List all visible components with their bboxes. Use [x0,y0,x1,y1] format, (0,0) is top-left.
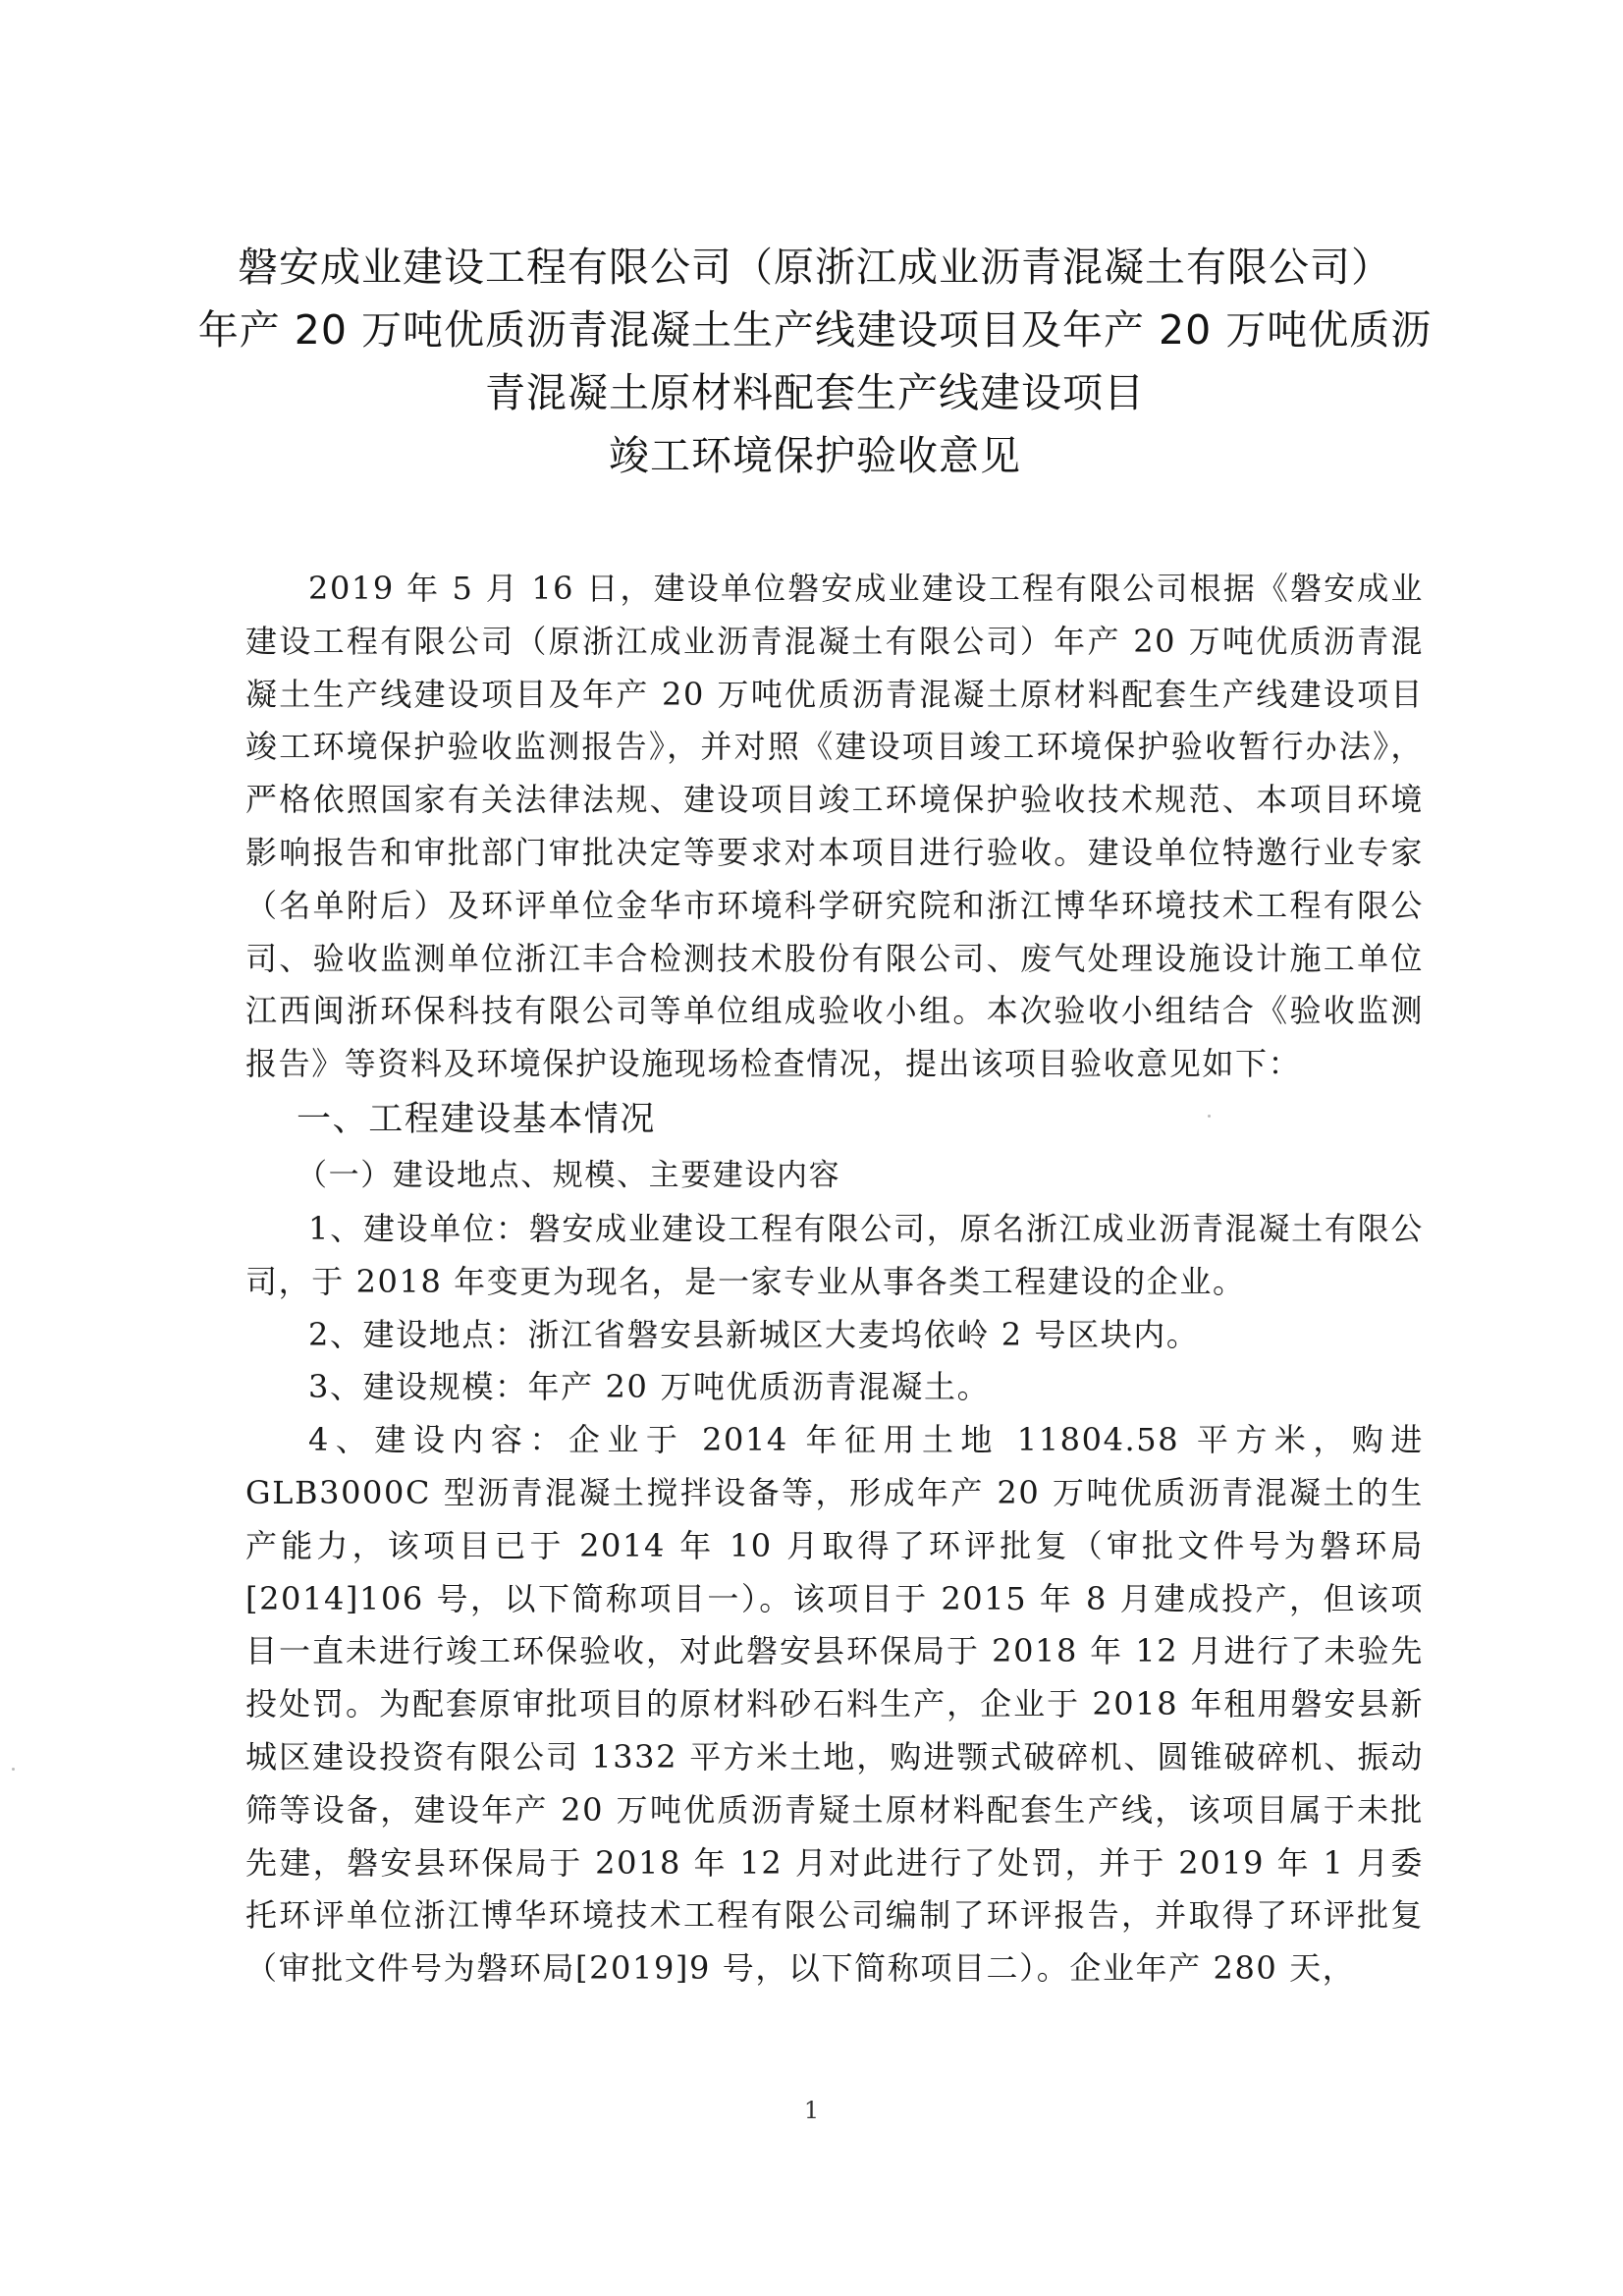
item-construction-site: 2、建设地点：浙江省磐安县新城区大麦坞依岭 2 号区块内。 [308,1315,1200,1353]
intro-paragraph: 2019 年 5 月 16 日，建设单位磐安成业建设工程有限公司根据《磐安成业建设工程有限公司（原浙江成业沥青混凝土有限公司）年产 20 万吨优质沥青混凝土生产线建设项目及年产 20 万吨优质沥青混凝土原材料配套生产线建设项目竣工环境保护验收监测报告》，并对照《建设项目竣工环境保护验收暂行办法》，严格依照国家有关法律法规、建设项目竣工环境保护验收技术规范、本项目环境影响报告和审批部门审批决定等要求对本项目进行验收。建设单位特邀行业专家（名单附后）及环评单位金华市环境科学研究院和浙江博华环境技术工程有限公司、验收监测单位浙江丰合检测技术股份有限公司、废气处理设施设计施工单位江西闽浙环保科技有限公司等单位组成验收小组。本次验收小组结合《验收监测报告》等资料及环境保护设施现场检查情况，提出该项目验收意见如下： [245,570,1424,1083]
document-body [245,563,1424,1995]
title-line-3: 青混凝土原材料配套生产线建设项目 [485,369,1145,416]
title-line-4: 竣工环境保护验收意见 [609,432,1021,479]
item-construction-content: 4、建设内容：企业于 2014 年征用土地 11804.58 平方米，购进 GLB3000C 型沥青混凝土搅拌设备等，形成年产 20 万吨优质沥青混凝土的生产能力，该项目已于 2014 年 10 月取得了环评批复（审批文件号为磐环局[2014]106 号，以下简称项目一）。该项目于 2015 年 8 月建成投产，但该项目一直未进行竣工环保验收，对此磐安县环保局于 2018 年 12 月进行了未验先投处罚。为配套原审批项目的原材料砂石料生产，企业于 2018 年租用磐安县新城区建设投资有限公司 1332 平方米土地，购进颚式破碎机、圆锥破碎机、振动筛等设备，建设年产 20 万吨优质沥青疑土原材料配套生产线，该项目属于未批先建，磐安县环保局于 2018 年 12 月对此进行了处罚，并于 2019 年 1 月委托环评单位浙江博华环境技术工程有限公司编制了环评报告，并取得了环评批复（审批文件号为磐环局[2019]9 号，以下简称项目二）。企业年产 280 天， [245,1421,1424,1988]
document-title [196,236,1434,487]
item-construction-unit: 1、建设单位：磐安成业建设工程有限公司，原名浙江成业沥青混凝土有限公司，于 2018 年变更为现名，是一家专业从事各类工程建设的企业。 [245,1209,1424,1300]
item-construction-scale: 3、建设规模：年产 20 万吨优质沥青混凝土。 [308,1368,991,1406]
scan-speck [12,1768,15,1771]
title-line-1: 磐安成业建设工程有限公司（原浙江成业沥青混凝土有限公司） [238,244,1392,291]
scan-speck [1208,1115,1211,1118]
subsection-heading: （一）建设地点、规模、主要建设内容 [297,1157,841,1193]
title-line-2: 年产 20 万吨优质沥青混凝土生产线建设项目及年产 20 万吨优质沥 [197,306,1433,354]
section-heading: 一、工程建设基本情况 [297,1099,657,1139]
page-number: 1 [803,2097,820,2124]
